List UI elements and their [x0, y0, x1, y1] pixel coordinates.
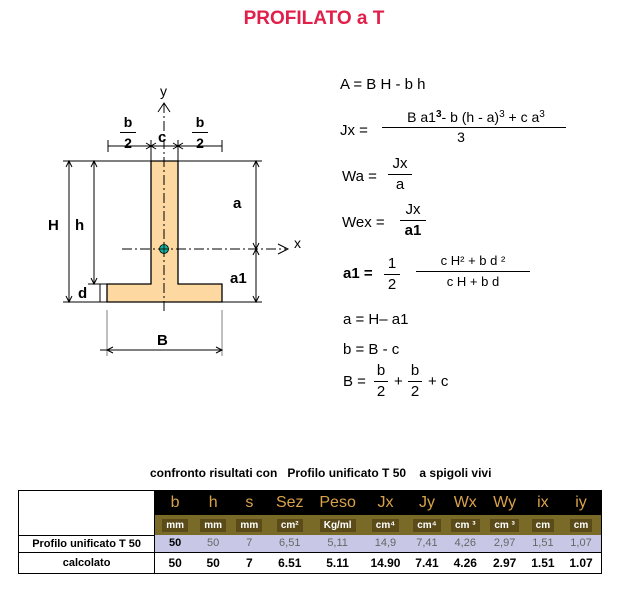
formula-a1-lhs: a1 =	[343, 265, 373, 282]
col-symbol: Wy	[484, 491, 524, 516]
col-unit: cm²	[267, 515, 312, 535]
formula-B-half-1: b 2	[374, 362, 388, 401]
dim-B-label: B	[157, 332, 168, 349]
y-axis-label: y	[160, 83, 167, 99]
table-cell: 6,51	[267, 535, 312, 552]
dim-H-label: H	[48, 217, 59, 234]
formula-wa-lhs: Wa =	[342, 168, 377, 185]
table-cell: 7,41	[408, 535, 446, 552]
col-unit: mm	[231, 515, 267, 535]
col-symbol: h	[195, 491, 231, 516]
table-cell: 5,11	[312, 535, 363, 552]
dim-h-label: h	[75, 217, 85, 234]
col-unit: Kg/ml	[312, 515, 363, 535]
row-label: calcolato	[19, 552, 155, 573]
col-symbol: Peso	[312, 491, 363, 516]
table-cell: 14,9	[363, 535, 408, 552]
table-cell: 1,07	[561, 535, 602, 552]
formula-jx-lhs: Jx =	[340, 122, 368, 139]
table-cell: 7	[231, 552, 267, 573]
dim-d-label: d	[78, 285, 88, 302]
col-symbol: Wx	[446, 491, 484, 516]
page-title: PROFILATO a T	[243, 8, 385, 29]
formula-B-half-2: b 2	[408, 362, 422, 401]
formula-wex-fraction: Jx a1	[400, 201, 426, 240]
row-label: Profilo unificato T 50	[19, 535, 155, 552]
formula-a1-fraction: c H² + b d ² c H + b d	[416, 252, 530, 291]
t-section-diagram	[0, 60, 320, 370]
col-symbol: b	[155, 491, 195, 516]
dim-b-half-left: b 2	[120, 113, 136, 152]
table-cell: 6.51	[267, 552, 312, 573]
x-axis-label: x	[294, 235, 301, 251]
dim-a1-label: a1	[230, 270, 247, 287]
table-cell: 50	[195, 535, 231, 552]
dim-c-label: c	[158, 129, 167, 146]
table-row	[19, 552, 602, 573]
formula-a1-half: 1 2	[384, 255, 400, 294]
formula-B-end: + c	[428, 373, 449, 390]
table-cell: 1,51	[525, 535, 561, 552]
col-symbol: ix	[525, 491, 561, 516]
table-cell: 7	[231, 535, 267, 552]
formula-wex-lhs: Wex =	[342, 214, 385, 231]
formula-B-lhs: B =	[343, 373, 366, 390]
col-symbol: Jx	[363, 491, 408, 516]
table-cell: 1.51	[525, 552, 561, 573]
dim-a-label: a	[233, 195, 242, 212]
col-symbol: Sez	[267, 491, 312, 516]
table-row	[19, 535, 602, 552]
col-unit: cm ³	[446, 515, 484, 535]
table-cell: 1.07	[561, 552, 602, 573]
table-corner	[19, 491, 155, 536]
col-unit: mm	[195, 515, 231, 535]
col-unit: cm	[561, 515, 602, 535]
formula-a: a = H– a1	[343, 311, 409, 328]
table-cell: 5.11	[312, 552, 363, 573]
col-unit: cm ³	[484, 515, 524, 535]
table-cell: 4.26	[446, 552, 484, 573]
col-symbol: s	[231, 491, 267, 516]
col-symbol: iy	[561, 491, 602, 516]
table-cell: 7.41	[408, 552, 446, 573]
comparison-caption: confronto risultati con Profilo unificato T 50 a spigoli vivi	[150, 466, 492, 480]
table-cell: 50	[155, 535, 195, 552]
table-cell: 14.90	[363, 552, 408, 573]
table-cell: 50	[155, 552, 195, 573]
table-cell: 50	[195, 552, 231, 573]
col-unit: cm	[525, 515, 561, 535]
formula-b: b = B - c	[343, 341, 400, 358]
col-unit: cm⁴	[408, 515, 446, 535]
formula-B-plus: +	[394, 373, 403, 390]
formula-wa-fraction: Jx a	[388, 155, 412, 194]
col-symbol: Jy	[408, 491, 446, 516]
comparison-table	[18, 490, 602, 574]
table-cell: 4,26	[446, 535, 484, 552]
table-cell: 2,97	[484, 535, 524, 552]
formula-jx-fraction: B $a1^3-$ b (h - a)$^3$ + c $a^3$ 3	[376, 108, 576, 146]
col-unit: mm	[155, 515, 195, 535]
table-cell: 2.97	[484, 552, 524, 573]
formula-area: A = B H - b h	[340, 76, 426, 93]
dim-b-half-right: b 2	[192, 113, 208, 152]
col-unit: cm⁴	[363, 515, 408, 535]
